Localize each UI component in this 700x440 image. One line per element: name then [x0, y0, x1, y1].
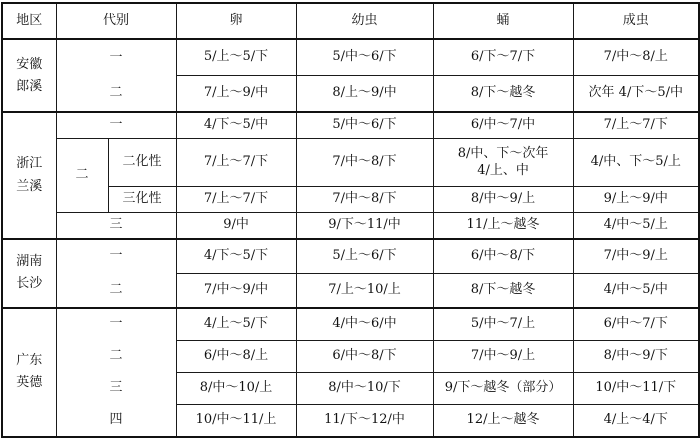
pupa-cell: 6/下～7/下: [433, 39, 573, 75]
table-row: [2, 213, 699, 239]
region-name-line: 郎溪: [16, 78, 43, 94]
adult-cell: 6/中～7/下: [573, 308, 699, 340]
pupa-cell: 9/下～越冬（部分）: [433, 372, 573, 404]
egg-cell: 7/中～9/中: [176, 273, 296, 307]
larva-cell: 8/上～9/中: [296, 76, 433, 112]
generation-cell: 三: [56, 213, 176, 239]
pupa-cell: 6/中～7/中: [433, 112, 573, 138]
egg-cell: 4/下～5/下: [176, 239, 296, 273]
larva-cell: 4/中～6/中: [296, 308, 433, 340]
larva-cell: 11/下～12/中: [296, 405, 433, 437]
generation-cell: 二: [56, 340, 176, 372]
pupa-cell: 8/下～越冬: [433, 273, 573, 307]
larva-cell: 7/中～8/下: [296, 187, 433, 213]
region-cell-guangdong: [2, 308, 56, 437]
generation-cell: 一: [56, 39, 176, 75]
table-row: [2, 372, 699, 404]
egg-cell: 6/中～8/上: [176, 340, 296, 372]
egg-cell: 10/中～11/上: [176, 405, 296, 437]
region-cell-zhejiang: [2, 112, 56, 239]
adult-cell: 9/上～9/中: [573, 187, 699, 213]
table-row: [2, 39, 699, 75]
adult-cell: 7/中～9/上: [573, 239, 699, 273]
pupa-line: 4/上、中: [477, 163, 529, 179]
table-row: [2, 308, 699, 340]
generation-cell: 二: [56, 76, 176, 112]
adult-cell: 10/中～11/下: [573, 372, 699, 404]
adult-cell: 次年 4/下～5/中: [573, 76, 699, 112]
table-row: [2, 239, 699, 273]
adult-cell: 4/中～5/中: [573, 273, 699, 307]
pupa-cell: [433, 138, 573, 186]
egg-cell: 5/上～5/下: [176, 39, 296, 75]
region-cell-anhui: [2, 39, 56, 112]
header-pupa: 蛹: [433, 3, 573, 39]
adult-cell: 7/上～7/下: [573, 112, 699, 138]
header-row: [2, 3, 699, 39]
generation-cell: 四: [56, 405, 176, 437]
larva-cell: 7/中～8/下: [296, 138, 433, 186]
region-name-line: 长沙: [16, 276, 43, 292]
header-larva: 幼虫: [296, 3, 433, 39]
larva-cell: 5/上～6/下: [296, 239, 433, 273]
pupa-cell: 6/中～8/下: [433, 239, 573, 273]
egg-cell: 4/上～5/下: [176, 308, 296, 340]
adult-cell: 4/中～5/上: [573, 213, 699, 239]
header-generation: 代别: [56, 3, 176, 39]
region-name-line: 安徽: [16, 56, 43, 72]
table-row: [2, 138, 699, 186]
pupa-cell: 8/下～越冬: [433, 76, 573, 112]
adult-cell: 4/上～4/下: [573, 405, 699, 437]
region-name-line: 浙江: [16, 156, 43, 172]
subtype-cell: 三化性: [108, 187, 176, 213]
table-row: [2, 405, 699, 437]
egg-cell: 8/中～10/上: [176, 372, 296, 404]
pupa-cell: 7/中～9/上: [433, 340, 573, 372]
subtype-cell: 二化性: [108, 138, 176, 186]
egg-cell: 7/上～7/下: [176, 187, 296, 213]
larva-cell: 8/中～10/下: [296, 372, 433, 404]
table-row: [2, 273, 699, 307]
header-egg: 卵: [176, 3, 296, 39]
adult-cell: 8/中～9/下: [573, 340, 699, 372]
pupa-line: 8/中、下～次年: [457, 145, 549, 161]
region-cell-hunan: [2, 239, 56, 308]
region-name-line: 英德: [16, 375, 43, 391]
table-row: [2, 340, 699, 372]
header-adult: 成虫: [573, 3, 699, 39]
adult-cell: 4/中、下～5/上: [573, 138, 699, 186]
generation-cell: 三: [56, 372, 176, 404]
generation-cell: 一: [56, 239, 176, 273]
larva-cell: 9/下～11/中: [296, 213, 433, 239]
region-name-line: 湖南: [16, 254, 43, 270]
generation-cell: 一: [56, 112, 176, 138]
larva-cell: 5/中～6/下: [296, 39, 433, 75]
generation-cell: 一: [56, 308, 176, 340]
larva-cell: 7/上～10/上: [296, 273, 433, 307]
adult-cell: 7/中～8/上: [573, 39, 699, 75]
pupa-cell: 11/上～越冬: [433, 213, 573, 239]
pupa-cell: 8/中～9/上: [433, 187, 573, 213]
pupa-cell: 12/上～越冬: [433, 405, 573, 437]
pupa-cell: 5/中～7/上: [433, 308, 573, 340]
table-row: [2, 76, 699, 112]
egg-cell: 4/下～5/中: [176, 112, 296, 138]
generation-cell: 二: [56, 138, 108, 213]
generation-cell: 二: [56, 273, 176, 307]
region-name-line: 广东: [16, 353, 43, 369]
table-row: [2, 112, 699, 138]
region-name-line: 兰溪: [16, 178, 43, 194]
header-region: 地区: [2, 3, 56, 39]
egg-cell: 7/上～9/中: [176, 76, 296, 112]
egg-cell: 7/上～7/下: [176, 138, 296, 186]
larva-cell: 5/中～6/下: [296, 112, 433, 138]
life-cycle-table: [1, 2, 700, 438]
larva-cell: 6/中～8/下: [296, 340, 433, 372]
egg-cell: 9/中: [176, 213, 296, 239]
